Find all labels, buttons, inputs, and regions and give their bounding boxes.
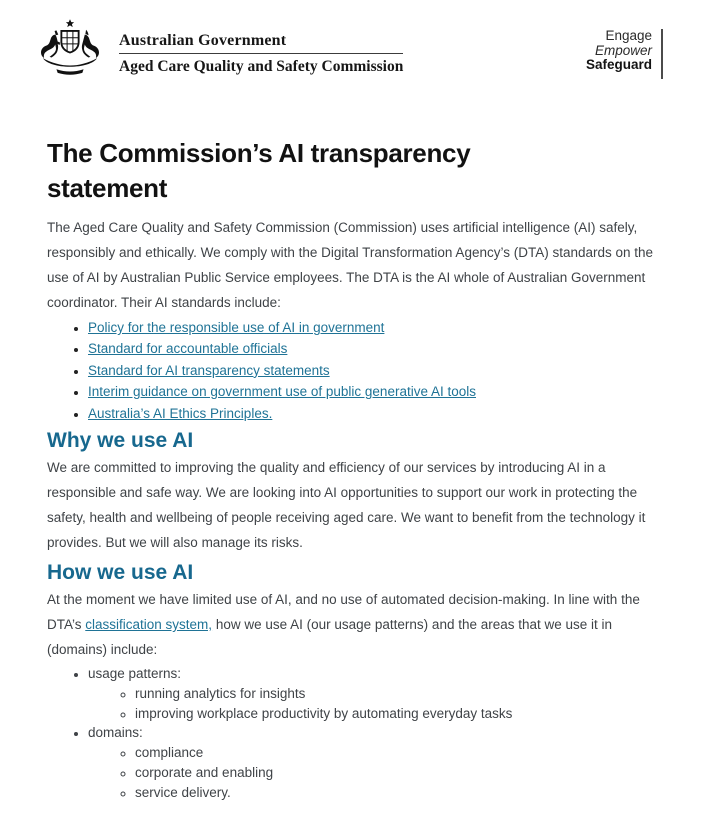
list-item bbox=[88, 360, 660, 381]
usage-domains-list bbox=[47, 664, 660, 803]
list-item bbox=[88, 317, 660, 338]
link-standard-accountable-officials[interactable]: Standard for accountable officials bbox=[88, 341, 288, 357]
link-policy-responsible-ai[interactable]: Policy for the responsible use of AI in government bbox=[88, 320, 385, 335]
motto-block bbox=[586, 29, 663, 79]
list-item: ◦ compliance bbox=[135, 743, 660, 763]
agency-name: Aged Care Quality and Safety Commission bbox=[119, 58, 404, 75]
motto-safeguard: Safeguard bbox=[585, 57, 652, 72]
motto-lines bbox=[586, 29, 652, 79]
standards-link-list bbox=[47, 317, 660, 424]
how-text-after-link: how we use AI (our usage patterns) and the areas that we use it in (domains) include: bbox=[47, 617, 613, 658]
list-item: ◦ improving workplace productivity by automating everyday tasks bbox=[135, 704, 660, 724]
main-content bbox=[0, 136, 707, 803]
intro-paragraph: The Aged Care Quality and Safety Commission (Commission) uses artificial intelligence (AI) safely, responsibly and ethically. We comply with the Digital Transformation Agency’s (DTA) standards on the use of AI by Australian Public Service employees. The DTA is the AI whole of Australian Government coordinator. Their AI standards include: bbox=[47, 220, 654, 310]
motto-engage: Engage bbox=[605, 28, 652, 43]
list-item bbox=[88, 338, 660, 359]
section-heading-how-we-use-ai: How we use AI bbox=[47, 561, 194, 585]
list-item-domains bbox=[88, 723, 660, 802]
how-text-before-link: At the moment we have limited use of AI, and no use of automated decision-making. In line with the DTA’s bbox=[47, 592, 640, 633]
list-item bbox=[88, 403, 660, 424]
motto-divider bbox=[661, 29, 663, 79]
gov-title: Australian Government bbox=[119, 32, 287, 49]
link-ai-ethics-principles[interactable]: Australia’s AI Ethics Principles. bbox=[88, 405, 273, 421]
header bbox=[0, 0, 707, 79]
list-item-usage-patterns bbox=[88, 664, 660, 723]
section-heading-why-we-use-ai: Why we use AI bbox=[47, 429, 194, 453]
page-title: The Commission’s AI transparency statement bbox=[47, 138, 471, 203]
motto-empower: Empower bbox=[594, 42, 652, 58]
australian-coat-of-arms-icon bbox=[33, 16, 107, 78]
how-paragraph bbox=[47, 587, 660, 662]
why-paragraph: We are committed to improving the quality and efficiency of our services by introducing AI in a responsible and safe way. We are looking into AI opportunities to support our work in protecting the safety, health and wellbeing of people receiving aged care. We want to benefit from the technology it provides. But we will also manage its risks. bbox=[47, 460, 646, 551]
list-item: ◦ running analytics for insights bbox=[135, 684, 660, 704]
brand-divider bbox=[119, 53, 403, 54]
list-item-label: usage patterns: bbox=[88, 666, 182, 682]
link-interim-guidance-generative-ai[interactable]: Interim guidance on government use of public generative AI tools bbox=[88, 384, 476, 400]
gov-brand bbox=[33, 16, 403, 78]
list-item: ◦ corporate and enabling bbox=[135, 763, 660, 783]
link-standard-transparency-statements[interactable]: Standard for AI transparency statements bbox=[88, 362, 330, 378]
link-classification-system[interactable]: classification system, bbox=[85, 617, 213, 633]
list-item: ◦ service delivery. bbox=[135, 783, 660, 803]
domains-sublist bbox=[88, 743, 660, 802]
list-item-label: domains: bbox=[88, 725, 143, 741]
usage-patterns-sublist bbox=[88, 684, 660, 724]
list-item bbox=[88, 381, 660, 402]
brand-text bbox=[119, 32, 403, 78]
